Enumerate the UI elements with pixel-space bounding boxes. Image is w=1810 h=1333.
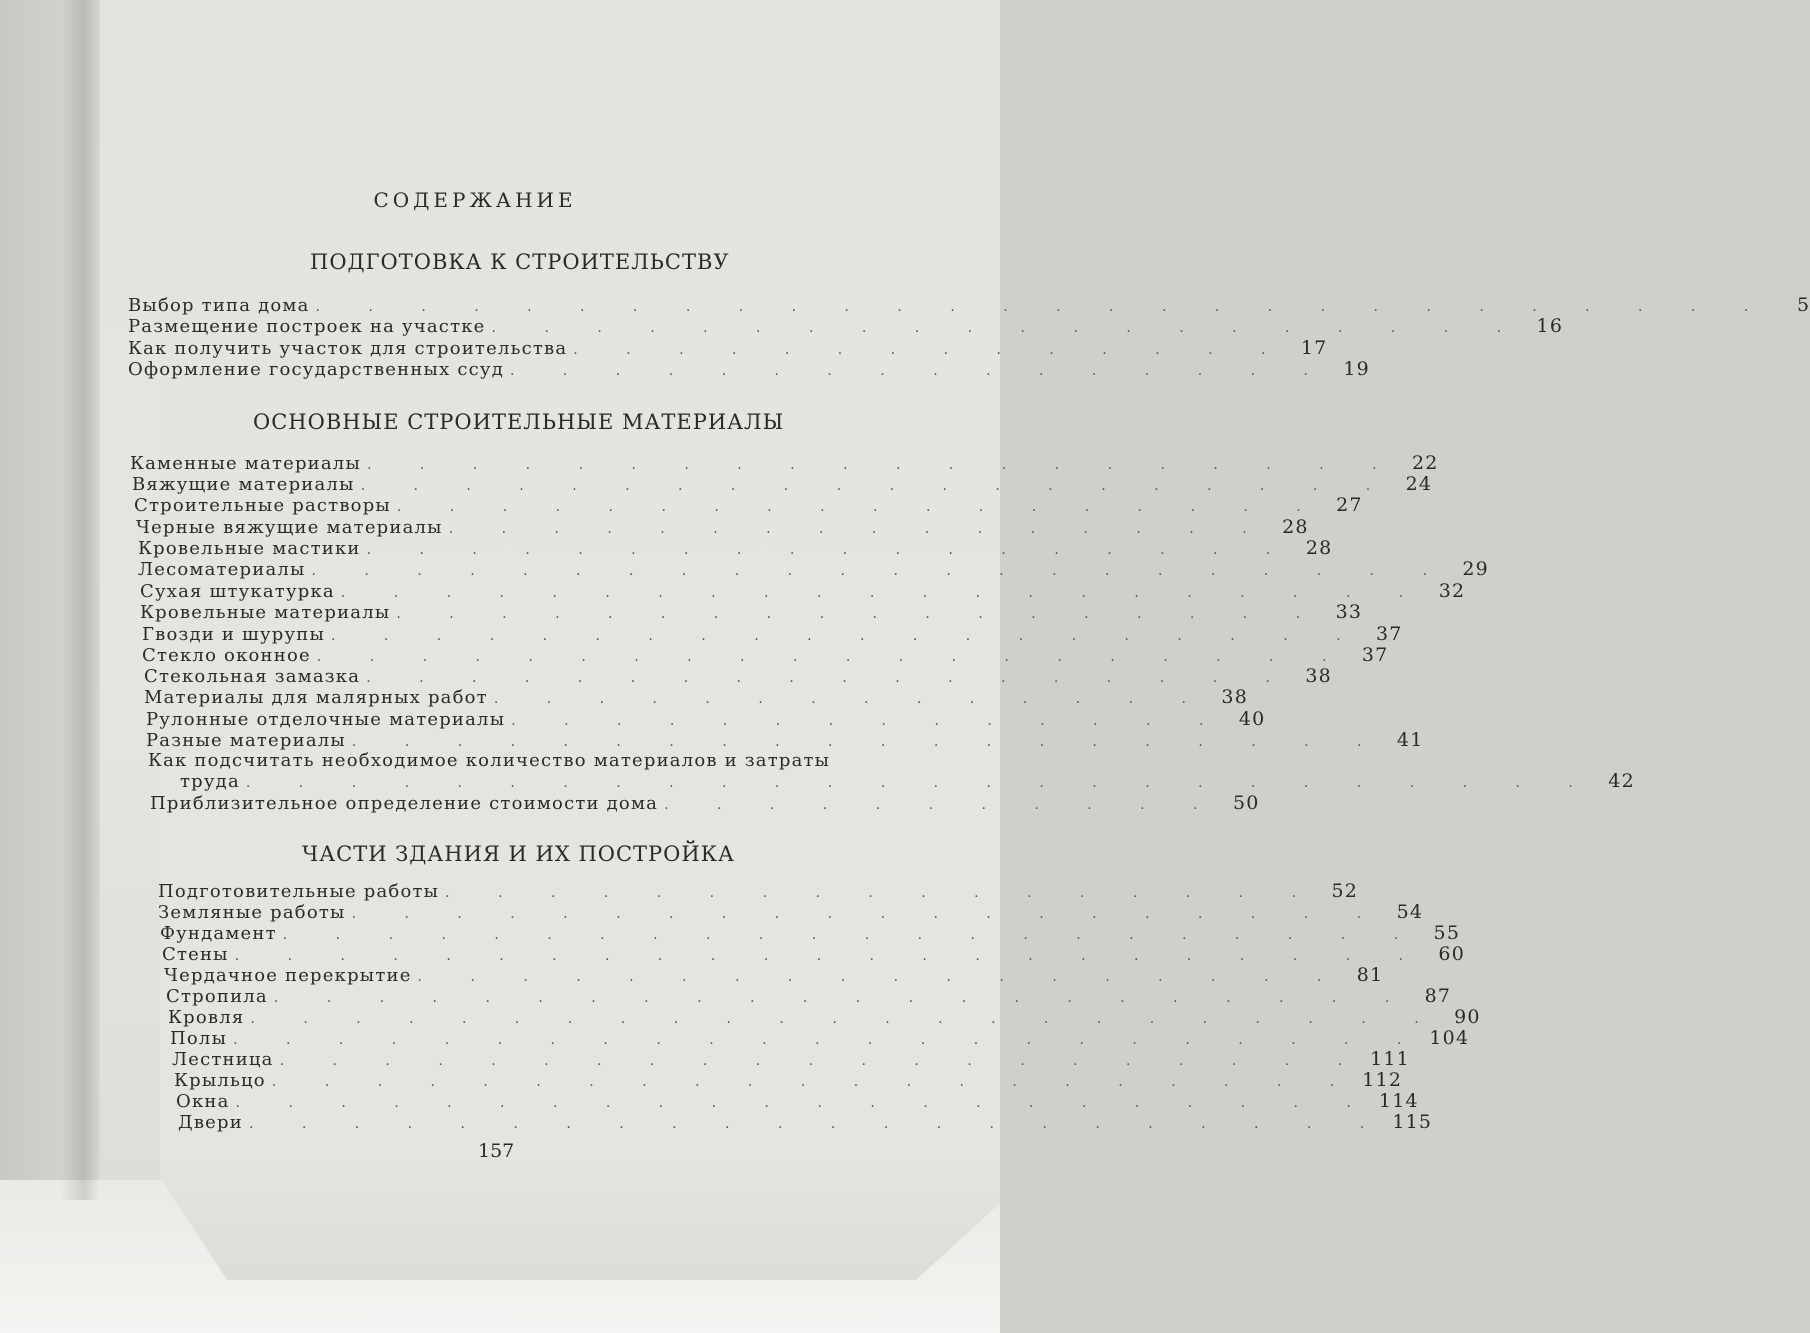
toc-entry: Двери . . . . . . . . . . . . . . . . . . . . . . 115: [178, 1111, 1433, 1133]
toc-entry: Приблизительное определение стоимости дома . . . . . . . . . . . 50: [150, 792, 1260, 814]
toc-entry: Кровельные мастики . . . . . . . . . . . . . . . . . . 28: [138, 537, 1333, 559]
toc-entry: Стены . . . . . . . . . . . . . . . . . . . . . . . 60: [162, 943, 1465, 965]
toc-entry: Подготовительные работы . . . . . . . . . . . . . . . . . 52: [158, 880, 1359, 902]
toc-entry: Черные вяжущие материалы . . . . . . . . . . . . . . . . 28: [136, 516, 1309, 538]
toc-entry: Кровельные материалы . . . . . . . . . . . . . . . . . . 33: [140, 601, 1363, 623]
toc-entry: Чердачное перекрытие . . . . . . . . . . . . . . . . . . 81: [164, 964, 1384, 986]
toc-entry: Земляные работы . . . . . . . . . . . . . . . . . . . . 54: [158, 901, 1424, 923]
toc-entry: Фундамент . . . . . . . . . . . . . . . . . . . . . . 55: [160, 922, 1461, 944]
toc-entry: Стекло оконное . . . . . . . . . . . . . . . . . . . . 37: [142, 644, 1389, 666]
toc-entry: Размещение построек на участке . . . . . . . . . . . . . . . . . . . . 16: [128, 315, 1564, 337]
toc-entry: Сухая штукатурка . . . . . . . . . . . . . . . . . . . . . 32: [140, 580, 1466, 602]
toc-entry: Каменные материалы . . . . . . . . . . . . . . . . . . . . 22: [130, 452, 1439, 474]
toc-entry: Материалы для малярных работ . . . . . . . . . . . . . . 38: [144, 686, 1248, 708]
toc-entry: Как подсчитать необходимое количество материалов и затраты: [148, 750, 831, 771]
toc-entry: Как получить участок для строительства . . . . . . . . . . . . . . 17: [128, 337, 1328, 359]
toc-entry: Стекольная замазка . . . . . . . . . . . . . . . . . . 38: [144, 665, 1332, 687]
section-title: ЧАСТИ ЗДАНИЯ И ИХ ПОСТРОЙКА: [302, 842, 735, 866]
toc-entry: Вяжущие материалы . . . . . . . . . . . . . . . . . . . . 24: [132, 473, 1433, 495]
toc-entry: Крыльцо . . . . . . . . . . . . . . . . . . . . . 112: [174, 1069, 1403, 1091]
page-number: 157: [478, 1140, 515, 1162]
toc-entry: Разные материалы . . . . . . . . . . . . . . . . . . . . 41: [146, 729, 1424, 751]
toc-entry: Лесоматериалы . . . . . . . . . . . . . . . . . . . . . . 29: [138, 558, 1489, 580]
toc-entry: Окна . . . . . . . . . . . . . . . . . . . . . . 114: [176, 1090, 1419, 1112]
toc-entry: Стропила . . . . . . . . . . . . . . . . . . . . . . 87: [166, 985, 1452, 1007]
toc-entry: Полы . . . . . . . . . . . . . . . . . . . . . . . 104: [170, 1027, 1470, 1049]
section-title: ОСНОВНЫЕ СТРОИТЕЛЬНЫЕ МАТЕРИАЛЫ: [253, 410, 785, 434]
toc-entry: Рулонные отделочные материалы . . . . . . . . . . . . . . 40: [146, 708, 1266, 730]
contents-title: СОДЕРЖАНИЕ: [373, 188, 577, 212]
toc-entry: Гвозди и шурупы . . . . . . . . . . . . . . . . . . . . 37: [142, 623, 1403, 645]
toc-entry: Кровля . . . . . . . . . . . . . . . . . . . . . . . 90: [168, 1006, 1481, 1028]
toc-entry: Оформление государственных ссуд . . . . . . . . . . . . . . . . 19: [128, 358, 1370, 380]
toc-entry-continuation: труда . . . . . . . . . . . . . . . . . . . . . . . . . . 42: [180, 770, 1635, 792]
toc-entry: Строительные растворы . . . . . . . . . . . . . . . . . . 27: [134, 494, 1363, 516]
toc-entry: Лестница . . . . . . . . . . . . . . . . . . . . . 111: [172, 1048, 1410, 1070]
section-title: ПОДГОТОВКА К СТРОИТЕЛЬСТВУ: [310, 250, 730, 274]
toc-entry: Выбор типа дома . . . . . . . . . . . . . . . . . . . . . . . . . . . . 5: [128, 294, 1810, 316]
